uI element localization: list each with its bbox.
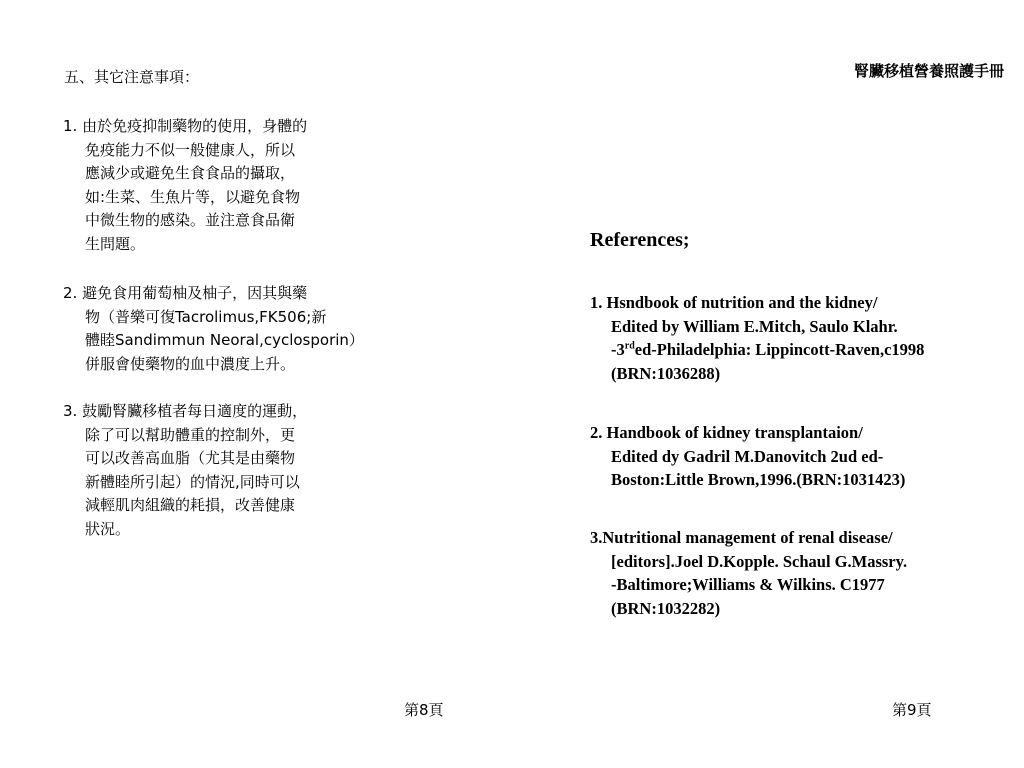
- note-line: 2. 避免食用葡萄柚及柚子，因其與藥: [63, 284, 308, 302]
- note-line: 狀況。: [85, 519, 131, 538]
- note-line: 體睦Sandimmun Neoral,cyclosporin）: [85, 331, 364, 349]
- note-line: 免疫能力不似一般健康人，所以: [85, 140, 296, 159]
- reference-line: (BRN:1036288): [611, 363, 721, 383]
- note-line: 減輕肌肉組織的耗損，改善健康: [85, 496, 296, 514]
- reference-line: [editors].Joel D.Kopple. Schaul G.Massry.: [611, 551, 908, 571]
- note-line: 3. 鼓勵腎臟移植者每日適度的運動，: [63, 402, 308, 420]
- reference-line: Edited dy Gadril M.Danovitch 2ud ed-: [611, 446, 884, 466]
- reference-line: [590, 338, 924, 362]
- note-line: 生問題。: [85, 234, 146, 253]
- edition-rest: ed-Philadelphia: Lippincott-Raven,c1998: [634, 340, 925, 359]
- note-line: 新體睦所引起）的情況,同時可以: [85, 472, 300, 491]
- note-line: 中微生物的感染。並注意食品衛: [85, 211, 296, 229]
- note-line: 1. 由於免疫抑制藥物的使用，身體的: [63, 117, 308, 135]
- page-number-left: 第8頁: [404, 701, 444, 719]
- section-heading: 五、其它注意事項：: [64, 68, 200, 86]
- reference-line: Edited by William E.Mitch, Saulo Klahr.: [611, 316, 898, 336]
- reference-line: (BRN:1032282): [611, 598, 721, 618]
- document-title: 腎臟移植營養照護手冊: [853, 62, 1004, 80]
- note-line: 應減少或避免生食食品的攝取，: [85, 164, 296, 182]
- note-item-2: [63, 282, 364, 376]
- note-line: 物（普樂可復Tacrolimus,FK506;新: [85, 307, 327, 326]
- note-line: 除了可以幫助體重的控制外，更: [85, 425, 296, 444]
- edition-number: -3: [611, 340, 625, 359]
- page-number-right: 第9頁: [892, 701, 932, 719]
- reference-line: 3.Nutritional management of renal disease/: [590, 528, 893, 547]
- note-line: 如:生菜、生魚片等，以避免食物: [85, 187, 301, 206]
- reference-3: [590, 526, 907, 620]
- reference-line: Boston:Little Brown,1996.(BRN:1031423): [611, 470, 906, 489]
- note-item-1: [63, 115, 307, 256]
- edition-suffix: rd: [624, 340, 635, 352]
- references-heading: References;: [590, 229, 690, 251]
- note-item-3: [63, 400, 307, 541]
- reference-line: 2. Handbook of kidney transplantaion/: [590, 423, 863, 442]
- reference-line: 1. Hsndbook of nutrition and the kidney/: [590, 293, 878, 312]
- reference-2: [590, 421, 905, 492]
- note-line: 併服會使藥物的血中濃度上升。: [85, 354, 296, 373]
- note-line: 可以改善高血脂（尤其是由藥物: [85, 449, 296, 467]
- reference-line: -Baltimore;Williams & Wilkins. C1977: [611, 575, 885, 594]
- reference-1: [590, 291, 924, 385]
